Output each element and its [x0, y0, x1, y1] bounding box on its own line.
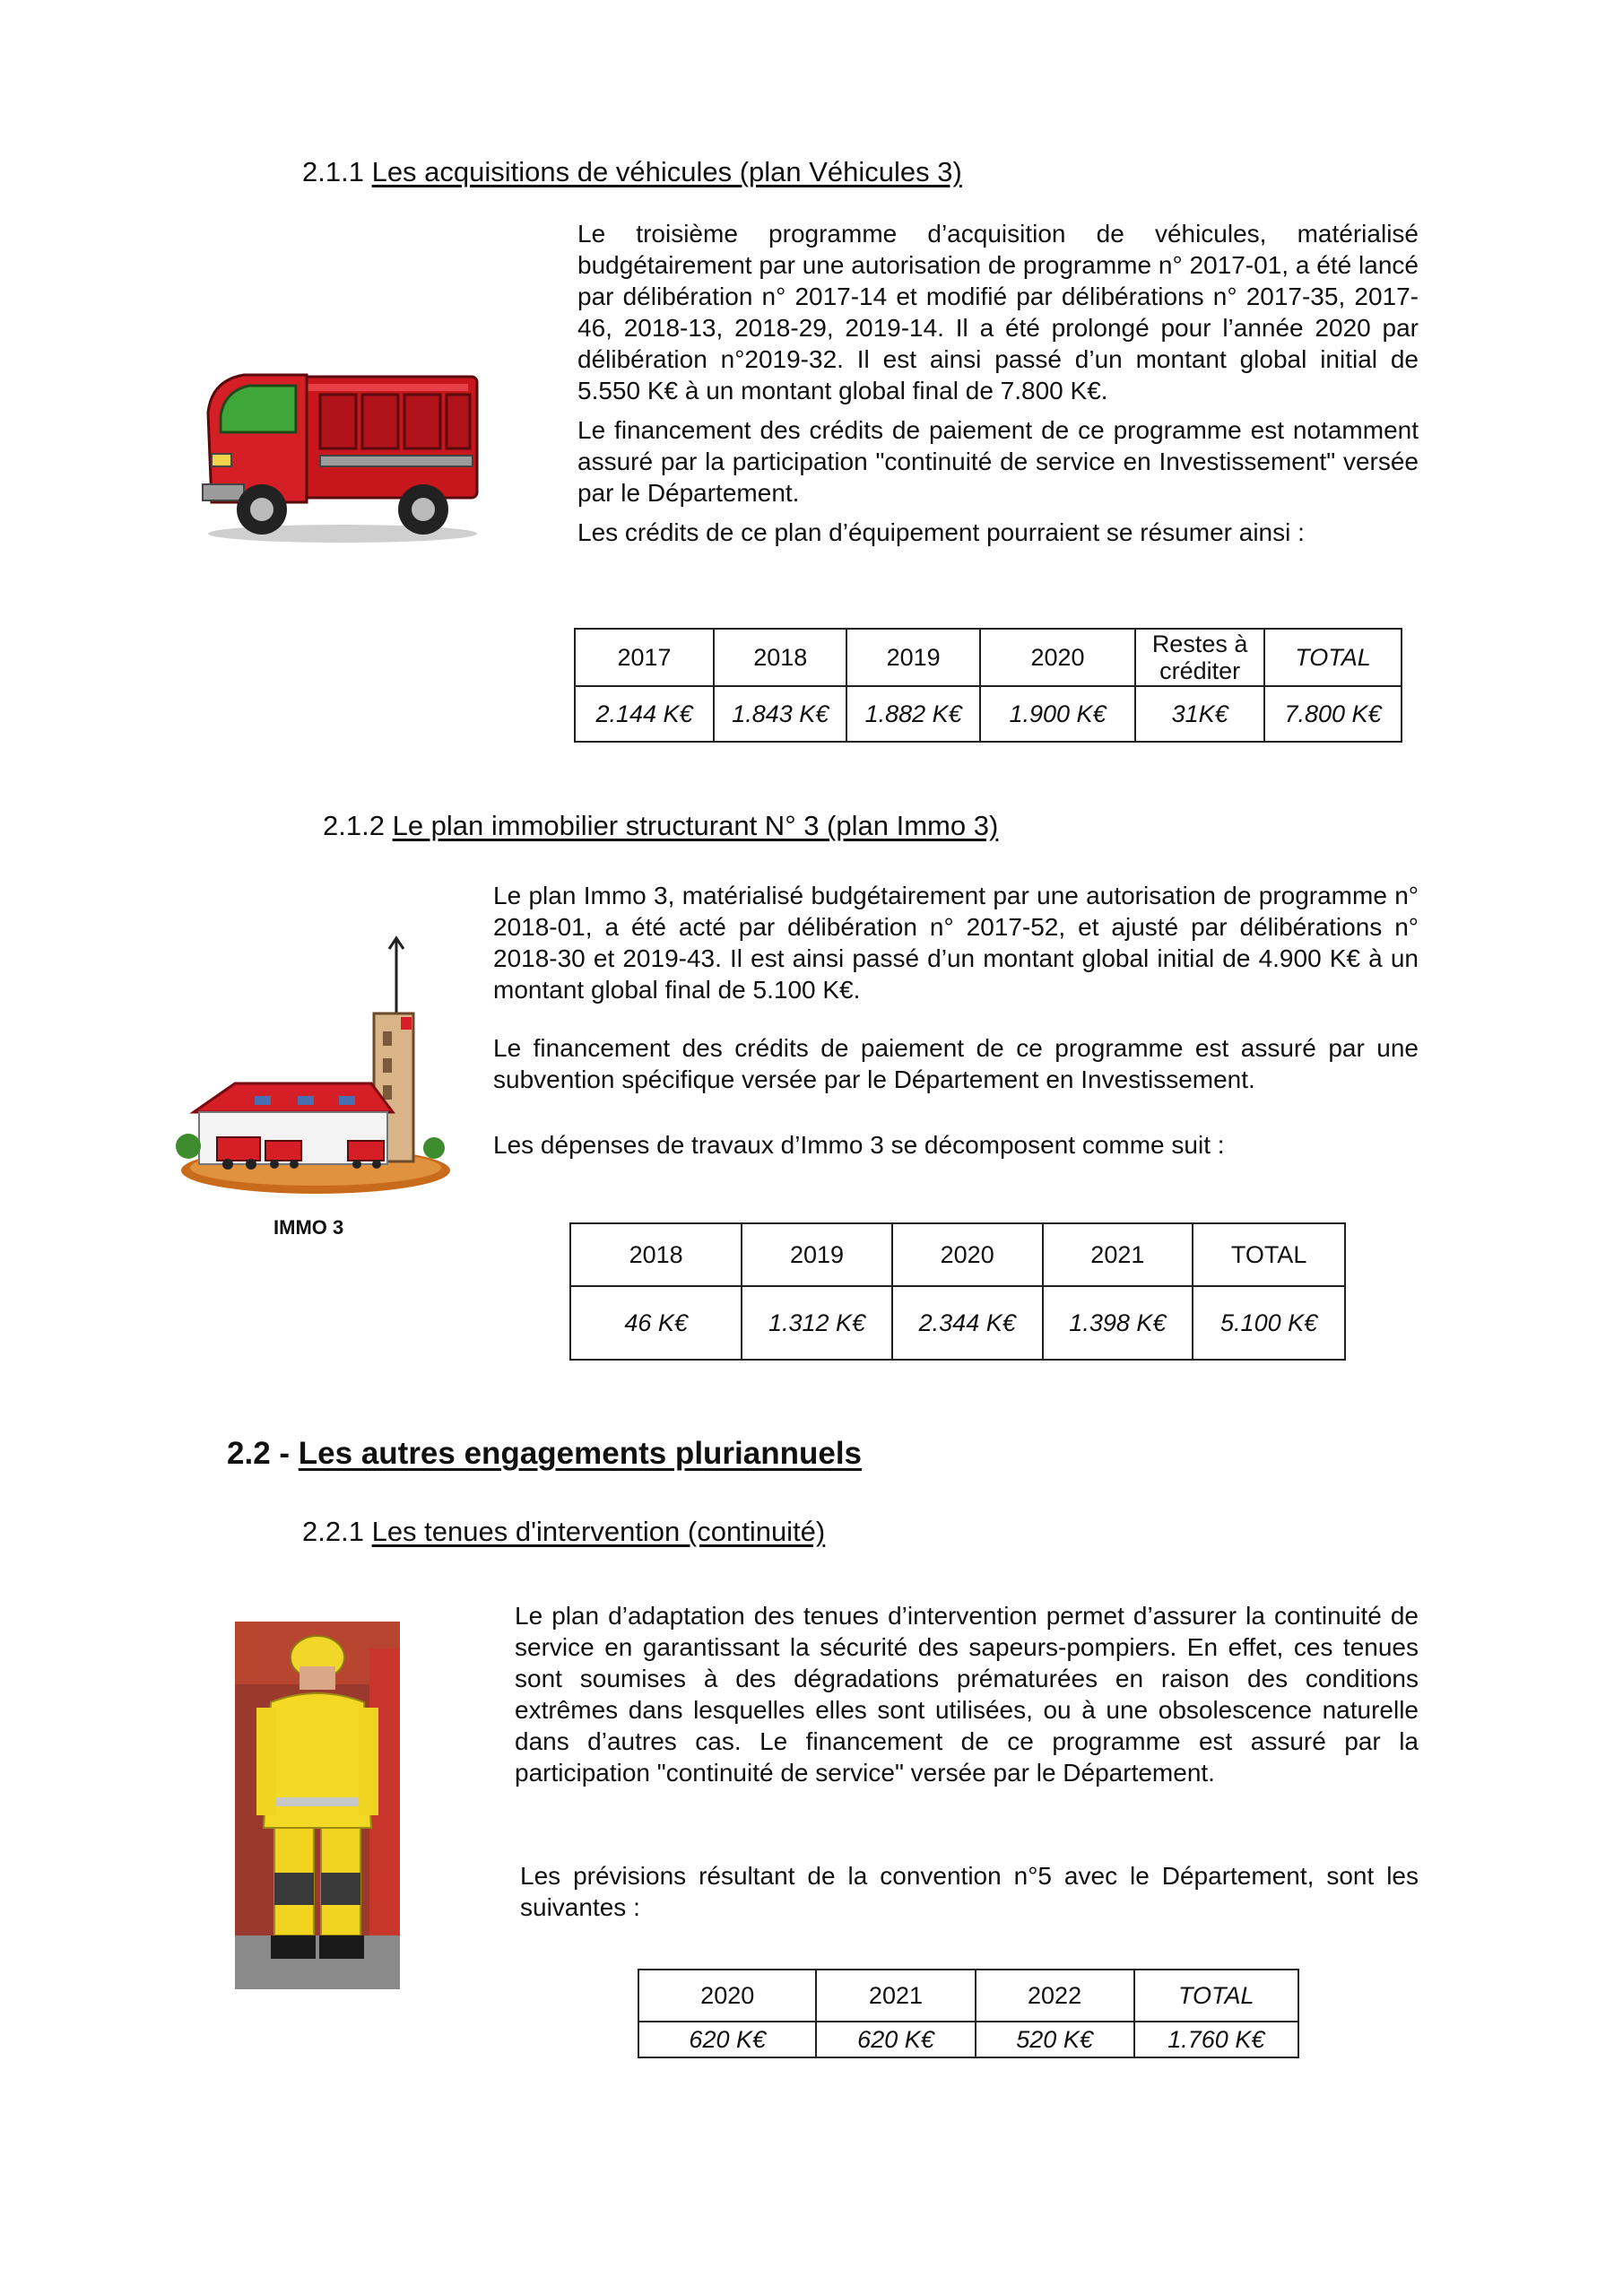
heading-number: 2.2.1: [302, 1516, 364, 1547]
image-caption: IMMO 3: [273, 1216, 344, 1239]
table-cell: 7.800 K€: [1264, 686, 1402, 742]
vehicles-credits-table: [574, 628, 1402, 743]
section-2-1-2-text: [493, 880, 1419, 1169]
fire-truck-illustration: [199, 359, 486, 547]
paragraph: Le financement des crédits de paiement de ce programme est notamment assuré par la participation "continuité de service en Investissement" versée par le Département.: [577, 416, 1419, 507]
heading-number: 2.1.1: [302, 156, 364, 187]
table-header-cell: TOTAL: [1264, 629, 1402, 686]
heading-number: 2.2 -: [227, 1436, 291, 1471]
heading-title: Les tenues d'intervention (continuité): [371, 1516, 826, 1547]
table-header-cell: 2018: [714, 629, 846, 686]
heading-2-2: [227, 1436, 862, 1472]
table-cell: 620 K€: [638, 2022, 816, 2057]
table-header-cell: 2019: [742, 1223, 892, 1286]
table-header-cell: 2020: [638, 1970, 816, 2022]
table-cell: 1.843 K€: [714, 686, 846, 742]
table-header-cell: 2022: [976, 1970, 1134, 2022]
table-cell: 46 K€: [570, 1286, 742, 1360]
table-row: [570, 1286, 1345, 1360]
table-row: [575, 686, 1402, 742]
heading-2-1-1: [302, 156, 962, 188]
table-header-cell: 2020: [892, 1223, 1043, 1286]
table-header-cell: 2017: [575, 629, 714, 686]
paragraph: Le troisième programme d’acquisition de véhicules, matérialisé budgétairement par une autorisation de programme n° 2017-01, a été lancé par délibération n° 2017-14 et modifié par délibérations n° 2017-35, 2017-46, 2018-13, 2018-29, 2019-14. Il a été prolongé pour l’année 2020 par délibération n°2019-32. Il est ainsi passé d’un montant global initial de 5.550 K€ à un montant global final de 7.800 K€.: [577, 220, 1419, 404]
table-intro: Les dépenses de travaux d’Immo 3 se décomposent comme suit :: [493, 1131, 1225, 1159]
table-cell: 2.144 K€: [575, 686, 714, 742]
table-cell: 1.760 K€: [1134, 2022, 1298, 2057]
immo3-expenses-table: [569, 1222, 1346, 1361]
paragraph: Le financement des crédits de paiement de ce programme est assuré par une subvention spécifique versée par le Département en Investissement.: [493, 1034, 1419, 1093]
heading-2-2-1: [302, 1516, 825, 1548]
table-cell: 5.100 K€: [1193, 1286, 1345, 1360]
paragraph: Le plan Immo 3, matérialisé budgétairement par une autorisation de programme n° 2018-01, a été acté par délibération n° 2017-52, et ajusté par délibérations n° 2018-30 et 2019-43. Il est ainsi passé d’un montant global initial de 4.900 K€ à un montant global final de 5.100 K€.: [493, 882, 1419, 1004]
table-cell: 1.312 K€: [742, 1286, 892, 1360]
table-header-cell: Restes à créditer: [1135, 629, 1264, 686]
table-intro: Les crédits de ce plan d’équipement pourraient se résumer ainsi :: [577, 518, 1305, 546]
section-2-2-1-text: [515, 1600, 1419, 1796]
table-cell: 2.344 K€: [892, 1286, 1043, 1360]
table-header-cell: 2021: [1043, 1223, 1193, 1286]
table-header-cell: 2018: [570, 1223, 742, 1286]
firefighter-photo: [235, 1622, 400, 1989]
table-header-cell: TOTAL: [1193, 1223, 1345, 1286]
table-header-row: [575, 629, 1402, 686]
table-cell: 1.900 K€: [980, 686, 1135, 742]
table-cell: 520 K€: [976, 2022, 1134, 2057]
table-cell: 31K€: [1135, 686, 1264, 742]
fire-station-illustration: [172, 933, 454, 1202]
table-header-cell: TOTAL: [1134, 1970, 1298, 2022]
heading-2-1-2: [323, 810, 998, 842]
heading-title: Les acquisitions de véhicules (plan Véhicules 3): [371, 156, 962, 187]
paragraph: Le plan d’adaptation des tenues d’intervention permet d’assurer la continuité de service en garantissant la sécurité des sapeurs-pompiers. En effet, ces tenues sont soumises à des dégradations prématurées en raison des conditions extrêmes dans lesquelles elles sont utilisées, ou à une obsolescence naturelle dans d’autres cas. Le financement de ce programme est assuré par la participation "continuité de service" versée par le Département.: [515, 1602, 1419, 1787]
table-cell: 620 K€: [816, 2022, 975, 2057]
heading-number: 2.1.2: [323, 810, 385, 841]
heading-title: Les autres engagements pluriannuels: [298, 1436, 863, 1471]
table-cell: 1.882 K€: [846, 686, 979, 742]
table-header-cell: 2021: [816, 1970, 975, 2022]
uniforms-forecast-table: [638, 1969, 1299, 2058]
table-header-row: [570, 1223, 1345, 1286]
table-header-cell: 2019: [846, 629, 979, 686]
section-2-1-1-text: [577, 218, 1419, 556]
table-intro: Les prévisions résultant de la convention n°5 avec le Département, sont les suivantes :: [520, 1862, 1419, 1921]
table-row: [638, 2022, 1298, 2057]
table-header-row: [638, 1970, 1298, 2022]
heading-title: Le plan immobilier structurant N° 3 (plan Immo 3): [392, 810, 999, 841]
table-cell: 1.398 K€: [1043, 1286, 1193, 1360]
table-header-cell: 2020: [980, 629, 1135, 686]
